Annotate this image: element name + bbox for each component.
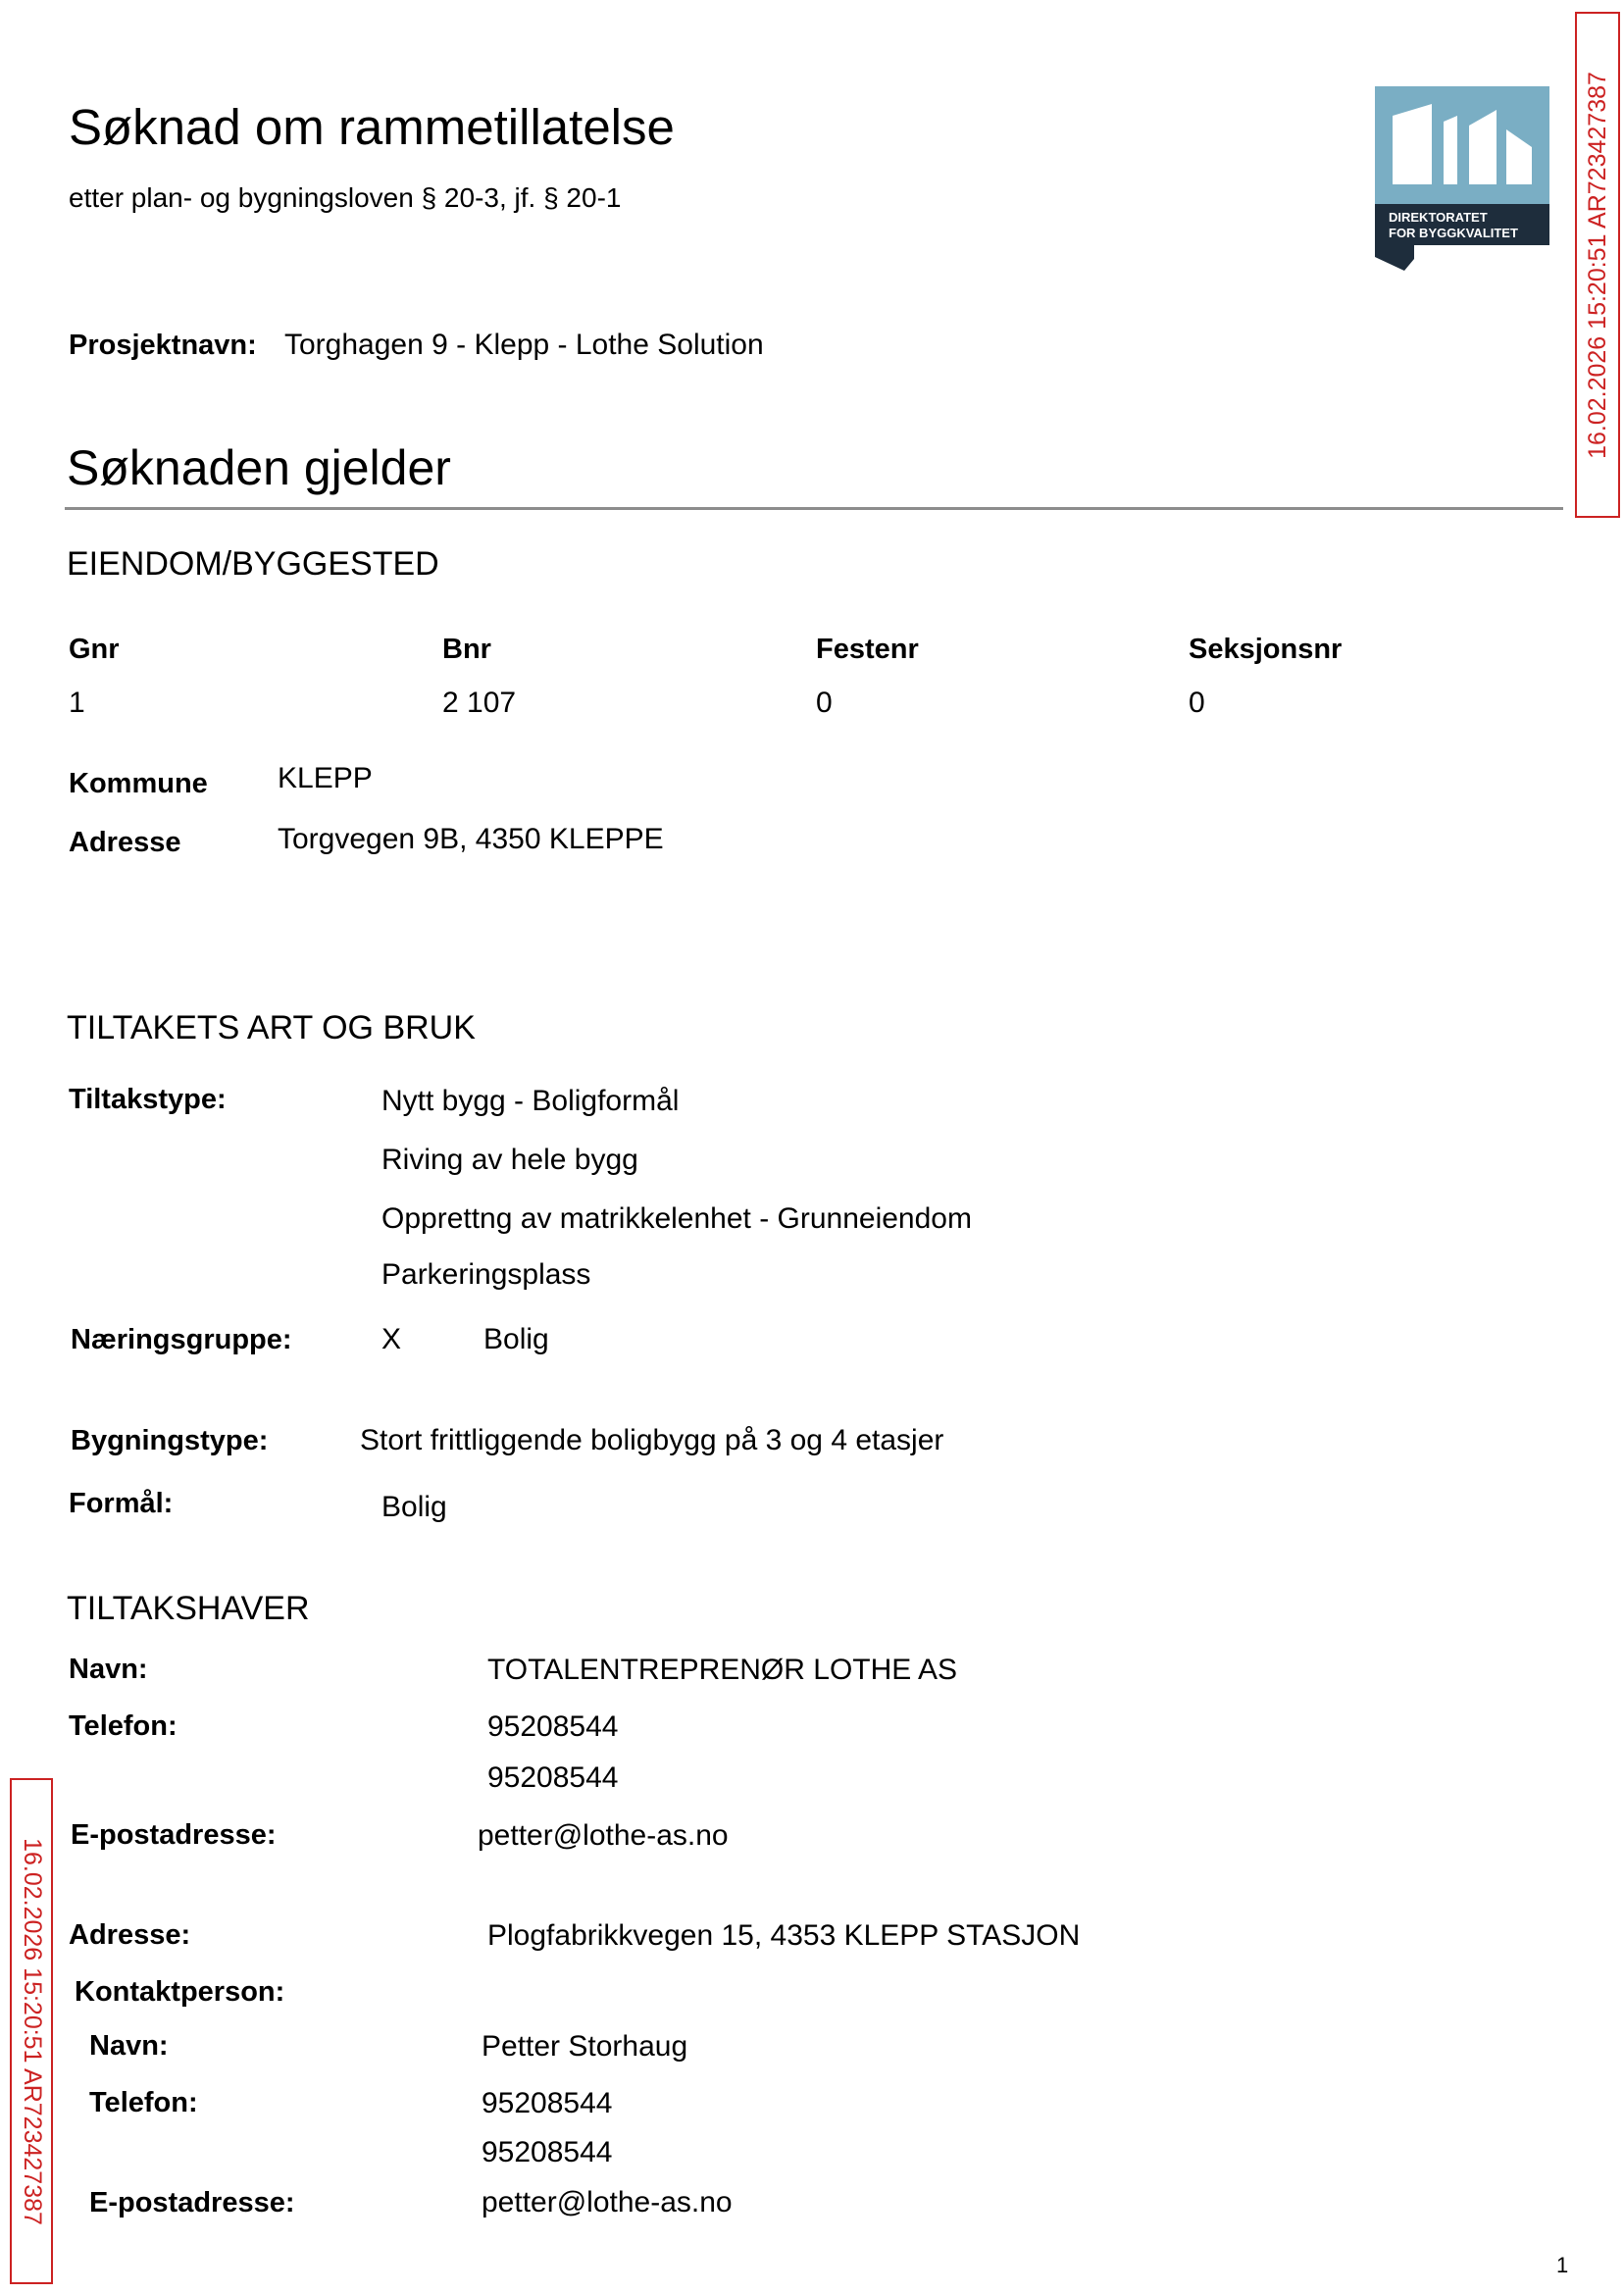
dibk-logo — [1375, 86, 1549, 277]
kontakt-navn-label: Navn: — [89, 2030, 169, 2062]
tiltakstype-item: Parkeringsplass — [381, 1258, 591, 1291]
tiltakshaver-epost-label: E-postadresse: — [71, 1819, 277, 1851]
formal-value: Bolig — [381, 1491, 447, 1523]
section-divider — [65, 507, 1563, 510]
gnr-value: 1 — [69, 687, 85, 719]
adresse-value: Torgvegen 9B, 4350 KLEPPE — [278, 823, 664, 855]
tiltakshaver-epost-value: petter@lothe-as.no — [478, 1819, 729, 1852]
document-title: Søknad om rammetillatelse — [69, 99, 675, 155]
formal-label: Formål: — [69, 1488, 174, 1519]
page-number: 1 — [1556, 2253, 1569, 2277]
adresse-label: Adresse — [69, 827, 181, 858]
project-value: Torghagen 9 - Klepp - Lothe Solution — [284, 329, 764, 361]
tiltakshaver-telefon-value: 95208544 — [487, 1761, 619, 1794]
kontakt-navn-value: Petter Storhaug — [482, 2030, 688, 2063]
seksjonsnr-label: Seksjonsnr — [1189, 634, 1343, 665]
tiltakshaver-navn-value: TOTALENTREPRENØR LOTHE AS — [487, 1654, 957, 1686]
tiltakshaver-telefon-value: 95208544 — [487, 1710, 619, 1743]
tiltakshaver-telefon-label: Telefon: — [69, 1710, 178, 1742]
eiendom-heading: EIENDOM/BYGGESTED — [67, 545, 439, 583]
tiltakstype-label: Tiltakstype: — [69, 1084, 227, 1115]
kommune-label: Kommune — [69, 768, 208, 799]
tiltakshaver-navn-label: Navn: — [69, 1654, 148, 1685]
timestamp-stamp-top: 16.02.2026 15:20:51 AR723427387 — [1575, 12, 1620, 518]
kontakt-epost-label: E-postadresse: — [89, 2187, 295, 2218]
tiltakstype-item: Opprettng av matrikkelenhet - Grunneiendom — [381, 1202, 972, 1235]
section-title: Søknaden gjelder — [67, 440, 451, 495]
seksjonsnr-value: 0 — [1189, 687, 1205, 719]
kontakt-telefon-label: Telefon: — [89, 2087, 198, 2118]
tiltakshaver-heading: TILTAKSHAVER — [67, 1590, 310, 1627]
kontaktperson-label: Kontaktperson: — [75, 1976, 285, 2008]
naeringsgruppe-code: X — [381, 1323, 402, 1355]
naeringsgruppe-label: Næringsgruppe: — [71, 1324, 292, 1355]
document-subtitle: etter plan- og bygningsloven § 20-3, jf. § 20-1 — [69, 182, 622, 213]
kontakt-epost-value: petter@lothe-as.no — [482, 2186, 733, 2218]
tiltakshaver-adresse-value: Plogfabrikkvegen 15, 4353 KLEPP STASJON — [487, 1919, 1081, 1952]
festenr-value: 0 — [816, 687, 833, 719]
timestamp-stamp-left: 16.02.2026 15:20:51 AR723427387 — [10, 1778, 53, 2284]
tiltakshaver-adresse-label: Adresse: — [69, 1919, 191, 1951]
kontakt-telefon-value: 95208544 — [482, 2136, 613, 2168]
tiltakstype-item: Nytt bygg - Boligformål — [381, 1085, 680, 1117]
gnr-label: Gnr — [69, 634, 120, 665]
logo-text-line2: FOR BYGGKVALITET — [1389, 226, 1518, 240]
bnr-value: 2 107 — [442, 687, 517, 719]
tiltakstype-item: Riving av hele bygg — [381, 1144, 638, 1176]
logo-text-line1: DIREKTORATET — [1389, 210, 1488, 225]
kommune-value: KLEPP — [278, 762, 373, 794]
festenr-label: Festenr — [816, 634, 919, 665]
bygningstype-value: Stort frittliggende boligbygg på 3 og 4 etasjer — [360, 1424, 944, 1456]
tiltak-heading: TILTAKETS ART OG BRUK — [67, 1009, 476, 1046]
bnr-label: Bnr — [442, 634, 491, 665]
bygningstype-label: Bygningstype: — [71, 1425, 269, 1456]
kontakt-telefon-value: 95208544 — [482, 2087, 613, 2119]
project-label: Prosjektnavn: — [69, 330, 257, 361]
naeringsgruppe-value: Bolig — [483, 1323, 549, 1355]
